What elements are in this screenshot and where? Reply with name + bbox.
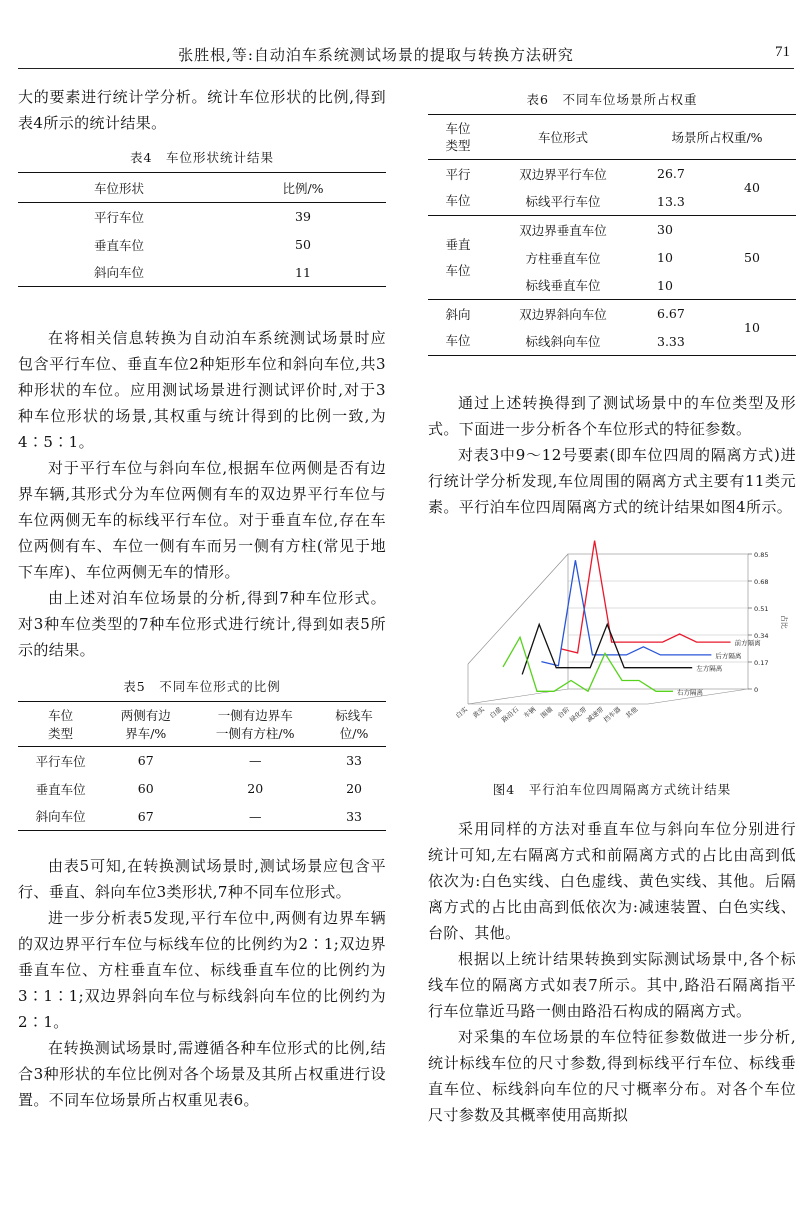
table6-caption: 表6 不同车位场景所占权重 <box>526 92 698 107</box>
table5-header: 位/% <box>322 724 386 747</box>
table4-cell: 50 <box>295 237 311 252</box>
chart-category-label: 其他 <box>624 705 640 720</box>
chart-category-label: 白实 <box>454 705 470 720</box>
table5-cell: 20 <box>346 781 363 796</box>
table6-weight-cell <box>638 179 796 216</box>
table6-type-line: 车位 <box>445 332 471 348</box>
chart-category-label: 绿化带 <box>568 705 589 725</box>
table5-cell: 33 <box>346 753 363 769</box>
figure4-chart <box>428 534 796 772</box>
chart-category-label: 减速带 <box>585 705 606 725</box>
table6-header: 车位形式 <box>488 115 638 160</box>
table6-group-weight: 10 <box>744 319 760 335</box>
running-title: 张胜根,等:自动泊车系统测试场景的提取与转换方法研究 <box>178 46 574 64</box>
table6-header <box>428 115 488 160</box>
body-paragraph: 在将相关信息转换为自动泊车系统测试场景时应包含平行车位、垂直车位2种矩形车位和斜向车位,共3种形状的车位。应用测试场景进行测试评价时,对于3种车位形状的场景,其权重与统计得到的比例一致,为4∶5∶1。 <box>18 329 386 451</box>
table6-type-line: 垂直 <box>445 236 471 252</box>
chart-z-tick-label: 0.34 <box>754 632 769 640</box>
right-column <box>428 84 796 1128</box>
table6-value: 6.67 <box>657 306 685 322</box>
body-paragraph: 对表3中9～12号要素(即车位四周的隔离方式)进行统计学分析发现,车位周围的隔离方式主要有11类元素。平行泊车位四周隔离方式的统计结果如图4所示。 <box>428 446 796 516</box>
chart-category-label: 白虚 <box>488 705 504 720</box>
table6-header: 场景所占权重/% <box>638 115 796 160</box>
table6-header-line: 车位 <box>445 121 471 136</box>
table6-form-cell: 标线垂直车位 <box>488 272 638 300</box>
table5-cell: 斜向车位 <box>18 803 103 831</box>
body-paragraph: 由上述对泊车位场景的分析,得到7种车位形式。对3种车位类型的7种车位形式进行统计,得到如表5所示的结果。 <box>18 589 386 659</box>
body-paragraph: 根据以上统计结果转换到实际测试场景中,各个标线车位的隔离方式如表7所示。其中,路沿石隔离指平行车位靠近马路一侧由路沿石构成的隔离方式。 <box>428 950 796 1020</box>
chart-category-label: 路沿石 <box>500 705 521 725</box>
table6-group-weight: 50 <box>744 250 760 265</box>
chart-z-tick-label: 0.68 <box>754 578 769 586</box>
chart-z-axis-label: 占比 <box>780 614 788 629</box>
table6-weight-cell <box>638 319 796 356</box>
table4-cell: 垂直车位 <box>94 237 145 253</box>
table5-cell: 67 <box>137 753 154 769</box>
chart-series-label: 前方隔离 <box>734 639 761 648</box>
table6-group-weight: 40 <box>744 179 760 195</box>
table4-caption: 表4 车位形状统计结果 <box>130 150 274 165</box>
chart-z-tick-label: 0 <box>754 686 759 694</box>
table5-header: 类型 <box>18 724 103 747</box>
chart-category-label: 车辆 <box>522 705 538 720</box>
table6-type-cell <box>428 160 488 216</box>
table6-form-cell: 标线平行车位 <box>488 188 638 216</box>
table5-cell: 平行车位 <box>35 753 86 769</box>
table4-cell: 11 <box>220 259 386 287</box>
body-paragraph: 采用同样的方法对垂直车位与斜向车位分别进行统计可知,左右隔离方式和前隔离方式的占比由高到低依次为:白色实线、白色虚线、黄色实线、其他。后隔离方式的占比由高到低依次为:减速装置、白色实线、台阶、其他。 <box>428 820 796 942</box>
table4-cell: 斜向车位 <box>18 259 220 287</box>
table6-weight-cell <box>638 272 796 300</box>
body-paragraph: 对于平行车位与斜向车位,根据车位两侧是否有边界车辆,其形式分为车位两侧有车的双边界平行车位与车位两侧无车的标线平行车位。对于垂直车位,存在车位两侧有车、车位一侧有车而另一侧有方柱(常见于地下车库)、车位两侧无车的情形。 <box>18 459 386 581</box>
table5-caption: 表5 不同车位形式的比例 <box>123 679 281 694</box>
intro-paragraph: 大的要素进行统计学分析。统计车位形状的比例,得到表4所示的统计结果。 <box>18 88 386 132</box>
chart-category-label: 挡车器 <box>602 705 623 725</box>
table5-header: 标线车 <box>322 702 386 725</box>
table5-header: 界车/% <box>103 724 188 747</box>
table6-value: 13.3 <box>657 193 685 209</box>
table4 <box>18 172 386 287</box>
chart-z-tick-label: 0.51 <box>754 605 769 613</box>
table6-form-cell: 标线斜向车位 <box>488 328 638 356</box>
table5-cell: — <box>248 753 262 769</box>
chart-z-tick-label: 0.17 <box>754 659 769 667</box>
table4-cell: 平行车位 <box>94 209 145 225</box>
table6-type-cell <box>428 216 488 300</box>
body-paragraph: 进一步分析表5发现,平行车位中,两侧有边界车辆的双边界平行车位与标线车位的比例约为2∶1;双边界垂直车位、方柱垂直车位、标线垂直车位的比例约为3∶1∶1;双边界斜向车位与标线斜向车位的比例约为2∶1。 <box>18 909 386 1031</box>
table5-header: 两侧有边 <box>103 702 188 725</box>
table6-weight-cell <box>638 244 796 272</box>
table6-form-cell: 双边界斜向车位 <box>519 306 607 322</box>
chart-category-label: 台阶 <box>556 705 572 720</box>
table4-header: 比例/% <box>220 173 386 203</box>
chart-z-tick-label: 0.85 <box>754 551 769 559</box>
chart-side-wall-edge <box>468 554 568 664</box>
table6-form-cell: 方柱垂直车位 <box>525 250 601 266</box>
table6-type-line: 斜向 <box>445 306 471 322</box>
table5 <box>18 701 386 831</box>
table5-cell: 33 <box>322 803 386 831</box>
table6-type-line: 车位 <box>445 192 471 208</box>
table6-value: 30 <box>657 222 673 238</box>
table6-form-cell: 双边界平行车位 <box>519 166 607 182</box>
running-header <box>18 40 794 69</box>
table6-weight-cell <box>638 216 796 244</box>
chart-series-label: 后方隔离 <box>715 651 742 660</box>
chart-category-label: 围墙 <box>539 705 555 720</box>
table6-header-line: 类型 <box>445 138 471 153</box>
table5-cell: 垂直车位 <box>35 781 86 797</box>
table4-cell: 39 <box>295 209 311 225</box>
table5-cell: — <box>188 803 322 831</box>
body-paragraph: 对采集的车位场景的车位特征参数做进一步分析,统计标线车位的尺寸参数,得到标线平行车位、标线垂直车位、标线斜向车位的尺寸概率分布。对各个车位尺寸参数及其概率使用高斯拟 <box>428 1028 796 1124</box>
table5-header: 车位 <box>18 702 103 725</box>
table6-form-cell: 双边界垂直车位 <box>519 222 607 238</box>
body-paragraph: 在转换测试场景时,需遵循各种车位形式的比例,结合3种形状的车位比例对各个场景及其所占权重进行设置。不同车位场景所占权重见表6。 <box>18 1039 386 1109</box>
chart-category-label: 黄实 <box>471 705 487 720</box>
figure4-caption: 图4 平行泊车位四周隔离方式统计结果 <box>492 782 732 797</box>
left-column <box>18 84 386 1113</box>
table6-type-cell <box>428 300 488 356</box>
table6 <box>428 114 796 356</box>
table5-cell: 67 <box>103 803 188 831</box>
table5-header: 一侧有方柱/% <box>188 724 322 747</box>
table5-cell: 60 <box>137 781 154 796</box>
table6-type-line: 平行 <box>445 166 471 182</box>
table4-header: 车位形状 <box>18 173 220 203</box>
body-paragraph: 通过上述转换得到了测试场景中的车位类型及形式。下面进一步分析各个车位形式的特征参数。 <box>428 394 796 438</box>
table6-type-line: 车位 <box>445 262 471 278</box>
table5-header: 一侧有边界车 <box>188 702 322 725</box>
table6-value: 10 <box>657 277 673 293</box>
chart-series-label: 左方隔离 <box>696 664 723 673</box>
page-number: 71 <box>775 44 790 60</box>
figure4 <box>428 534 796 772</box>
table5-cell: 20 <box>247 781 264 796</box>
chart-series-label: 右方隔离 <box>677 688 703 697</box>
table6-value: 3.33 <box>657 333 685 349</box>
body-paragraph: 由表5可知,在转换测试场景时,测试场景应包含平行、垂直、斜向车位3类形状,7种不同车位形式。 <box>18 857 386 901</box>
table6-value: 26.7 <box>657 166 685 182</box>
table6-value: 10 <box>657 250 673 265</box>
